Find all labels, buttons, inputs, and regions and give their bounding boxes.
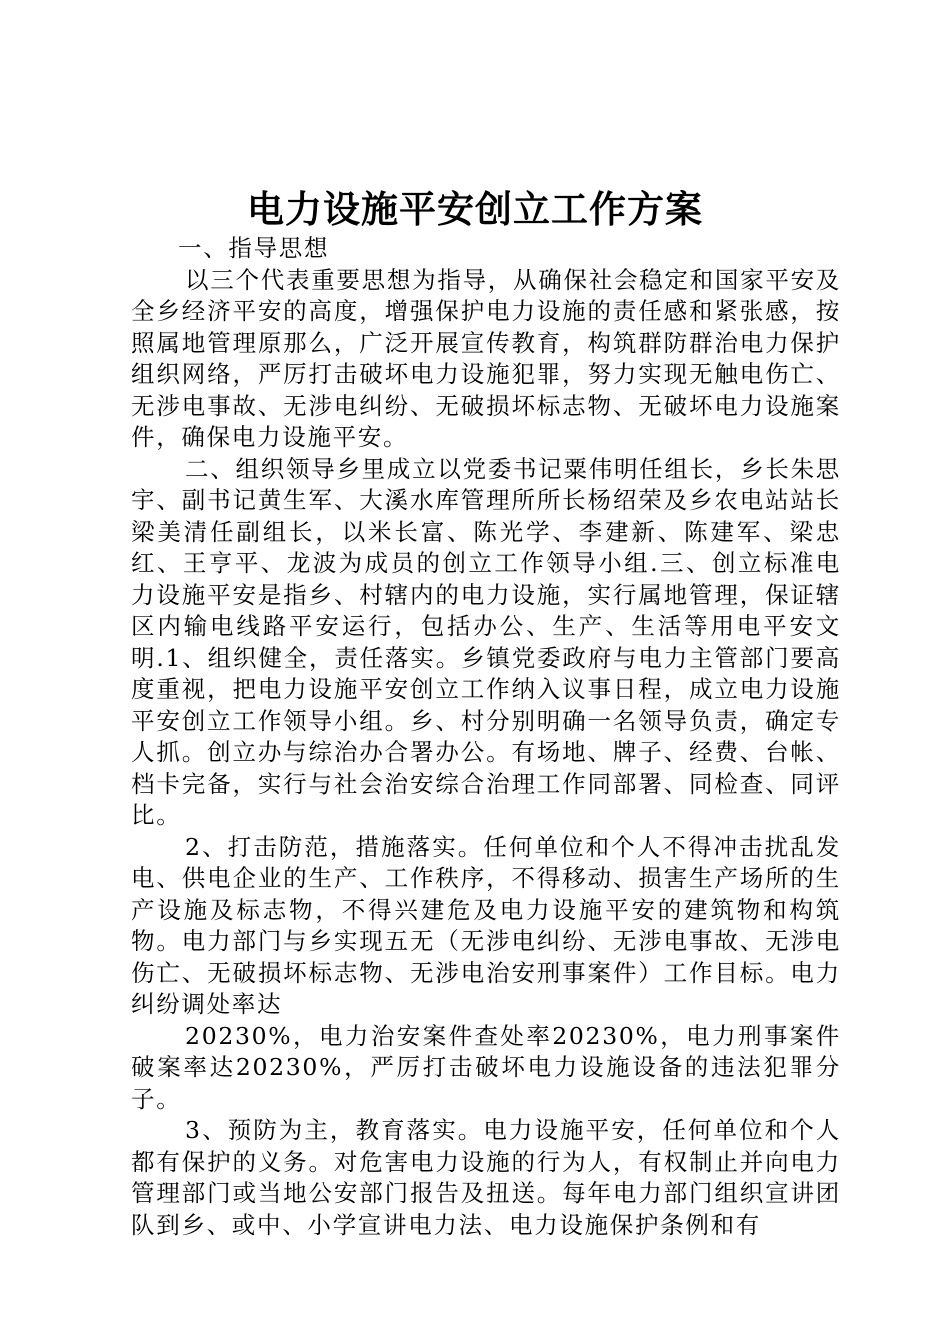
paragraph-guiding-ideology: 以三个代表重要思想为指导，从确保社会稳定和国家平安及全乡经济平安的高度，增强保护电力设施的责任感和紧张感，按照属地管理原那么，广泛开展宣传教育，构筑群防群治电力保护组织网络，严厉打击破坏电力设施犯罪，努力实现无触电伤亡、无涉电事故、无涉电纠纷、无破损坏标志物、无破坏电力设施案件，确保电力设施平安。 (131, 265, 841, 451)
paragraph-crackdown-prevention: 2、打击防范，措施落实。任何单位和个人不得冲击扰乱发电、供电企业的生产、工作秩序，不得移动、损害生产场所的生产设施及标志物，不得兴建危及电力设施平安的建筑物和构筑物。电力部门与乡实现五无（无涉电纠纷、无涉电事故、无涉电伤亡、无破损坏标志物、无涉电治安刑事案件）工作目标。电力纠纷调处率达 (131, 832, 841, 1018)
document-title: 电力设施平安创立工作方案 (247, 187, 703, 231)
paragraph-prevention-education: 3、预防为主，教育落实。电力设施平安，任何单位和个人都有保护的义务。对危害电力设施的行为人，有权制止并向电力管理部门或当地公安部门报告及扭送。每年电力部门组织宣讲团队到乡、或中、小学宣讲电力法、电力设施保护条例和有 (131, 1116, 841, 1239)
paragraph-rates: 20230%，电力治安案件查处率20230%，电力刑事案件破案率达20230%，严厉打击破坏电力设施设备的违法犯罪分子。 (131, 1021, 841, 1113)
paragraph-organization-and-standards: 二、组织领导乡里成立以党委书记粟伟明任组长，乡长朱思宇、副书记黄生军、大溪水库管理所所长杨绍荣及乡农电站站长梁美清任副组长，以米长富、陈光学、李建新、陈建军、梁忠红、王亨平、龙波为成员的创立工作领导小组.三、创立标准电力设施平安是指乡、村辖内的电力设施，实行属地管理，保证辖区内输电线路平安运行，包括办公、生产、生活等用电平安文明.1、组织健全，责任落实。乡镇党委政府与电力主管部门要高度重视，把电力设施平安创立工作纳入议事日程，成立电力设施平安创立工作领导小组。乡、村分别明确一名领导负责，确定专人抓。创立办与综治办合署办公。有场地、牌子、经费、台帐、档卡完备，实行与社会治安综合治理工作同部署、同检查、同评比。 (131, 454, 841, 829)
section-heading-guiding-ideology: 一、指导思想 (178, 234, 330, 262)
document-body (131, 233, 841, 1241)
